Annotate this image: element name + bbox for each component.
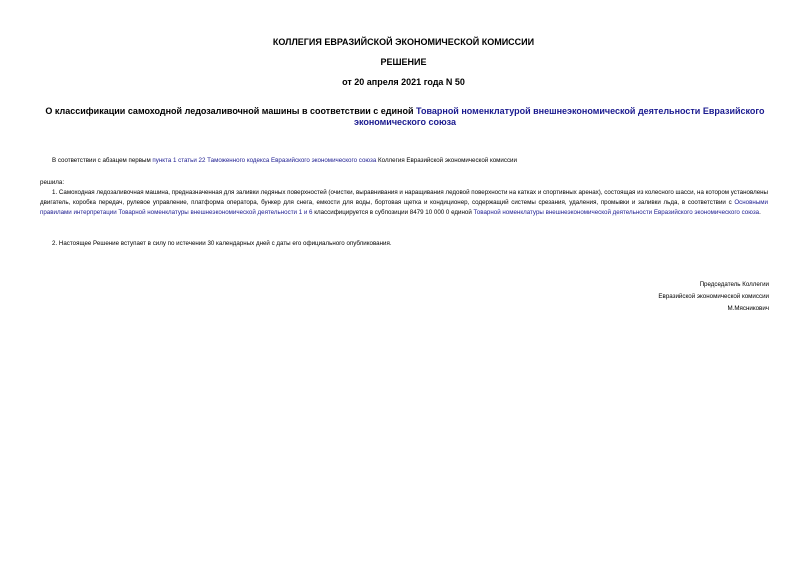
org-heading: КОЛЛЕГИЯ ЕВРАЗИЙСКОЙ ЭКОНОМИЧЕСКОЙ КОМИССИИ: [272, 37, 535, 47]
item-1-text-1: 1. Самоходная ледозаливочная машина, предназначенная для заливки ледяных поверхностей (очистки, выравнивания и наращивания ледовой поверхности на катках и спортивных аренах), состоящая из колесного шасси, на котором установлены двигатель, коробка передач, рулевое управление, платформа оператора, бункер для снега, емкости для воды, бортовая щетка и кондиционер, содержащий системы срезания, удаления, промывки и заливки льда, в соответствии с: [40, 189, 768, 206]
title-text: О классификации самоходной ледозаливочной машины в соответствии с единой: [45, 106, 417, 116]
title-link-tnved[interactable]: Товарной номенклатурой внешнеэкономической деятельности Евразийского экономического союза: [353, 106, 765, 127]
item-1-link-tnved[interactable]: Товарной номенклатуры внешнеэкономической деятельности Евразийского экономического союза: [473, 209, 760, 216]
item-1-text-3: .: [759, 209, 761, 216]
signature-line-3: М.Мясникович: [727, 305, 769, 312]
date-number-heading: от 20 апреля 2021 года N 50: [342, 77, 465, 87]
preamble-text-1: В соответствии с абзацем первым: [52, 157, 153, 164]
decided-label: решила:: [40, 179, 65, 186]
doc-type-heading: РЕШЕНИЕ: [380, 57, 427, 67]
signature-block: [519, 279, 769, 315]
document-title: [40, 106, 770, 128]
item-1-paragraph: [40, 188, 768, 218]
signature-line-1: Председатель Коллегии: [699, 281, 769, 288]
item-2-paragraph: 2. Настоящее Решение вступает в силу по истечении 30 календарных дней с даты его официального опубликования.: [52, 240, 392, 247]
preamble-paragraph: [52, 156, 772, 166]
item-1-link-rules[interactable]: Основными правилами интерпретации Товарной номенклатуры внешнеэкономической деятельности 1 и 6: [40, 199, 768, 216]
signature-line-2: Евразийской экономической комиссии: [658, 293, 769, 300]
preamble-link-customs-code[interactable]: пункта 1 статьи 22 Таможенного кодекса Евразийского экономического союза: [152, 157, 377, 164]
item-1-text-2: классифицируется в субпозиции 8479 10 000 0 единой: [312, 209, 474, 216]
preamble-text-2: Коллегия Евразийской экономической комиссии: [376, 157, 517, 164]
